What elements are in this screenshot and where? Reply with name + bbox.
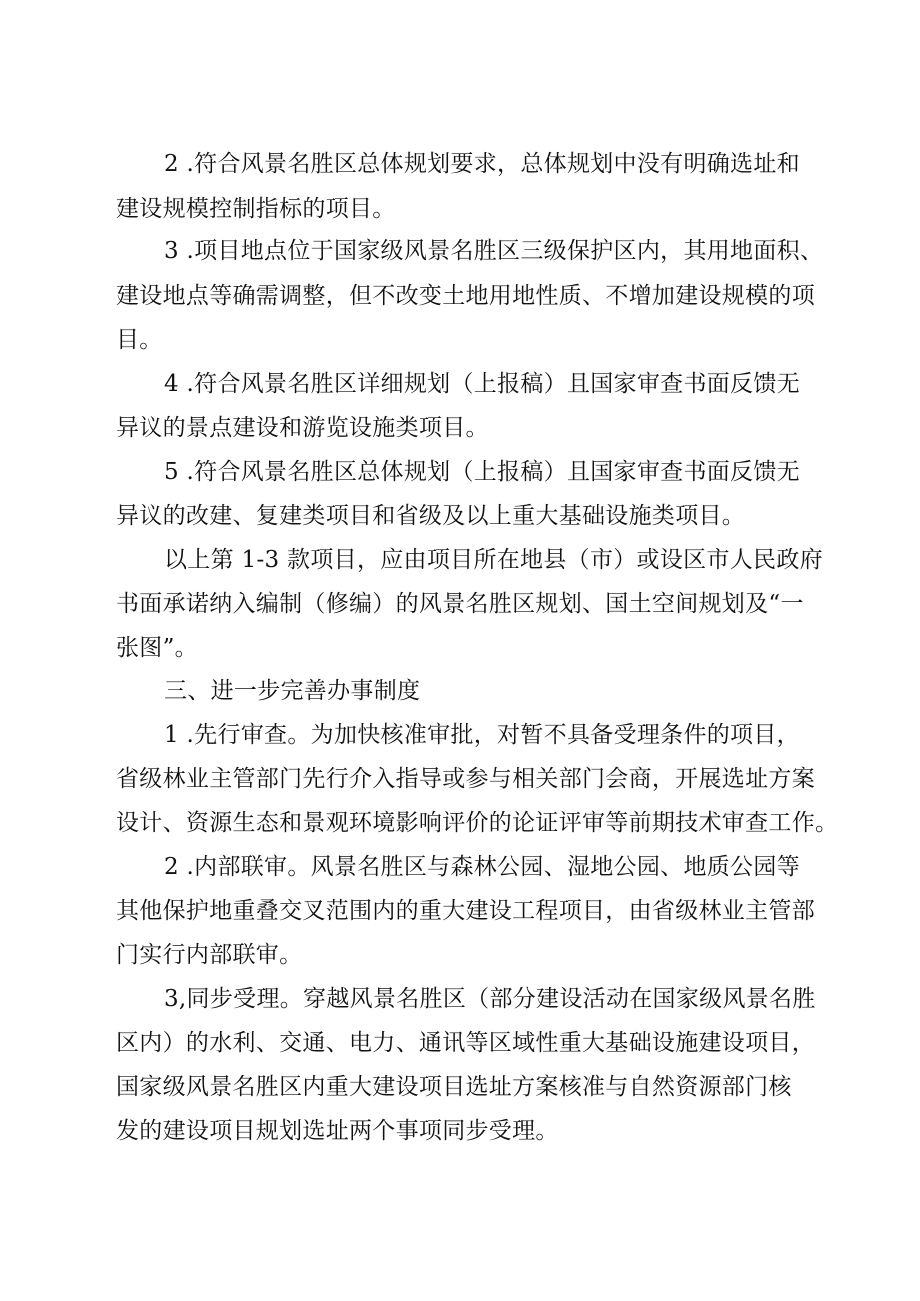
text-line: 3,同步受理。穿越风景名胜区（部分建设活动在国家级风景名胜 <box>164 986 816 1012</box>
text-line: 异议的改建、复建类项目和省级及以上重大基础设施类项目。 <box>116 503 746 529</box>
text-line: 发的建设项目规划选址两个事项同步受理。 <box>116 1118 559 1144</box>
text-line: 4 .符合风景名胜区详细规划（上报稿）且国家审查书面反馈无 <box>164 371 800 397</box>
text-line: 2 .内部联审。风景名胜区与森林公园、湿地公园、地质公园等 <box>164 854 800 880</box>
text-line: 其他保护地重叠交叉范围内的重大建设工程项目，由省级林业主管部 <box>116 898 815 924</box>
text-line: 1 .先行审查。为加快核准审批，对暂不具备受理条件的项目， <box>164 722 800 748</box>
section-heading: 三、进一步完善办事制度 <box>164 678 421 704</box>
text-line: 建设规模控制指标的项目。 <box>116 196 396 222</box>
text-line: 异议的景点建设和游览设施类项目。 <box>116 415 489 441</box>
text-line: 门实行内部联审。 <box>116 942 303 968</box>
text-line: 区内）的水利、交通、电力、通讯等区域性重大基础设施建设项目， <box>116 1030 815 1056</box>
text-line: 省级林业主管部门先行介入指导或参与相关部门会商，开展选址方案 <box>116 766 815 792</box>
text-line: 建设地点等确需调整，但不改变土地用地性质、不增加建设规模的项 <box>116 283 815 309</box>
text-line: 以上第 1-3 款项目，应由项目所在地县（市）或设区市人民政府 <box>164 547 823 573</box>
text-line: 设计、资源生态和景观环境影响评价的论证评审等前期技术审查工作。 <box>116 810 839 836</box>
text-line: 5 .符合风景名胜区总体规划（上报稿）且国家审查书面反馈无 <box>164 459 800 485</box>
text-line: 张图”。 <box>116 635 198 661</box>
text-line: 国家级风景名胜区内重大建设项目选址方案核准与自然资源部门核 <box>116 1074 792 1100</box>
text-line: 3 .项目地点位于国家级风景名胜区三级保护区内，其用地面积、 <box>164 238 824 264</box>
text-line: 书面承诺纳入编制（修编）的风景名胜区规划、国土空间规划及“一 <box>116 591 804 617</box>
text-line: 2 .符合风景名胜区总体规划要求，总体规划中没有明确选址和 <box>164 151 800 177</box>
text-line: 目。 <box>116 327 163 353</box>
